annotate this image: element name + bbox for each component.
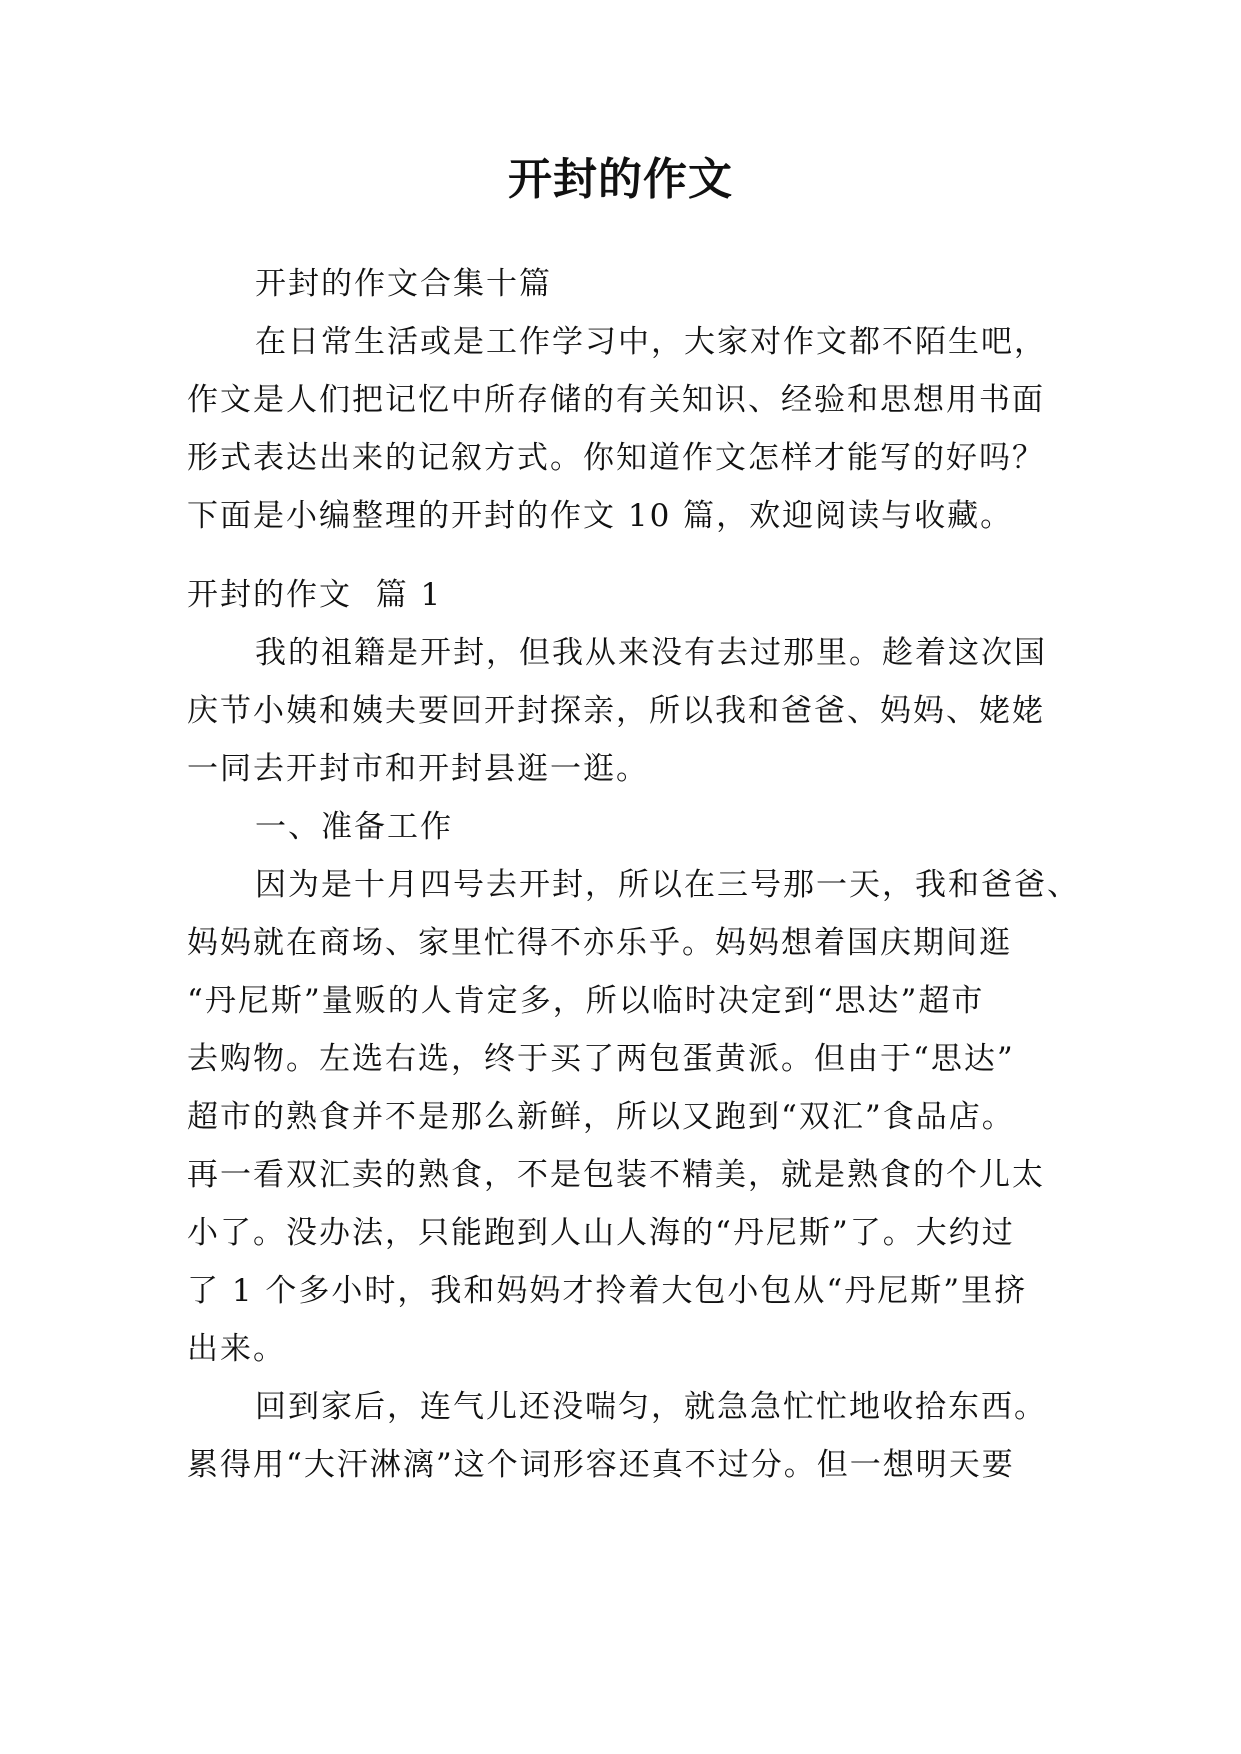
paragraph-line: 妈妈就在商场、家里忙得不亦乐乎。妈妈想着国庆期间逛 <box>187 925 1012 961</box>
intro-line: 形式表达出来的记叙方式。你知道作文怎样才能写的好吗？ <box>187 440 1045 476</box>
paragraph-line: 小了。没办法，只能跑到人山人海的“丹尼斯”了。大约过 <box>187 1215 1015 1251</box>
paragraph-line: “丹尼斯”量贩的人肯定多，所以临时决定到“思达”超市 <box>187 983 985 1019</box>
paragraph-line: 超市的熟食并不是那么新鲜，所以又跑到“双汇”食品店。 <box>187 1099 1015 1135</box>
paragraph-line: 再一看双汇卖的熟食，不是包装不精美，就是熟食的个儿太 <box>187 1157 1045 1193</box>
paragraph-line: 因为是十月四号去开封，所以在三号那一天，我和爸爸、 <box>255 867 1080 903</box>
intro-line: 作文是人们把记忆中所存储的有关知识、经验和思想用书面 <box>187 382 1045 418</box>
intro-block <box>187 255 1057 545</box>
section-1 <box>187 566 1080 1494</box>
intro-line: 下面是小编整理的开封的作文 10 篇，欢迎阅读与收藏。 <box>187 498 1014 534</box>
document-title: 开封的作文 <box>508 154 733 205</box>
paragraph-line: 一同去开封市和开封县逛一逛。 <box>187 751 649 787</box>
paragraph-line: 我的祖籍是开封，但我从来没有去过那里。趁着这次国 <box>255 635 1047 671</box>
subheading: 一、准备工作 <box>255 809 453 845</box>
paragraph-line: 回到家后，连气儿还没喘匀，就急急忙忙地收拾东西。 <box>255 1389 1047 1425</box>
paragraph-line: 出来。 <box>187 1331 286 1367</box>
paragraph-line: 了 1 个多小时，我和妈妈才拎着大包小包从“丹尼斯”里挤 <box>187 1273 1028 1309</box>
paragraph-line: 累得用“大汗淋漓”这个词形容还真不过分。但一想明天要 <box>187 1447 1015 1483</box>
paragraph-line: 庆节小姨和姨夫要回开封探亲，所以我和爸爸、妈妈、姥姥 <box>187 693 1045 729</box>
section-heading: 开封的作文 篇 1 <box>187 577 443 613</box>
intro-heading: 开封的作文合集十篇 <box>255 266 552 302</box>
intro-line: 在日常生活或是工作学习中，大家对作文都不陌生吧， <box>255 324 1047 360</box>
paragraph-line: 去购物。左选右选，终于买了两包蛋黄派。但由于“思达” <box>187 1041 1015 1077</box>
